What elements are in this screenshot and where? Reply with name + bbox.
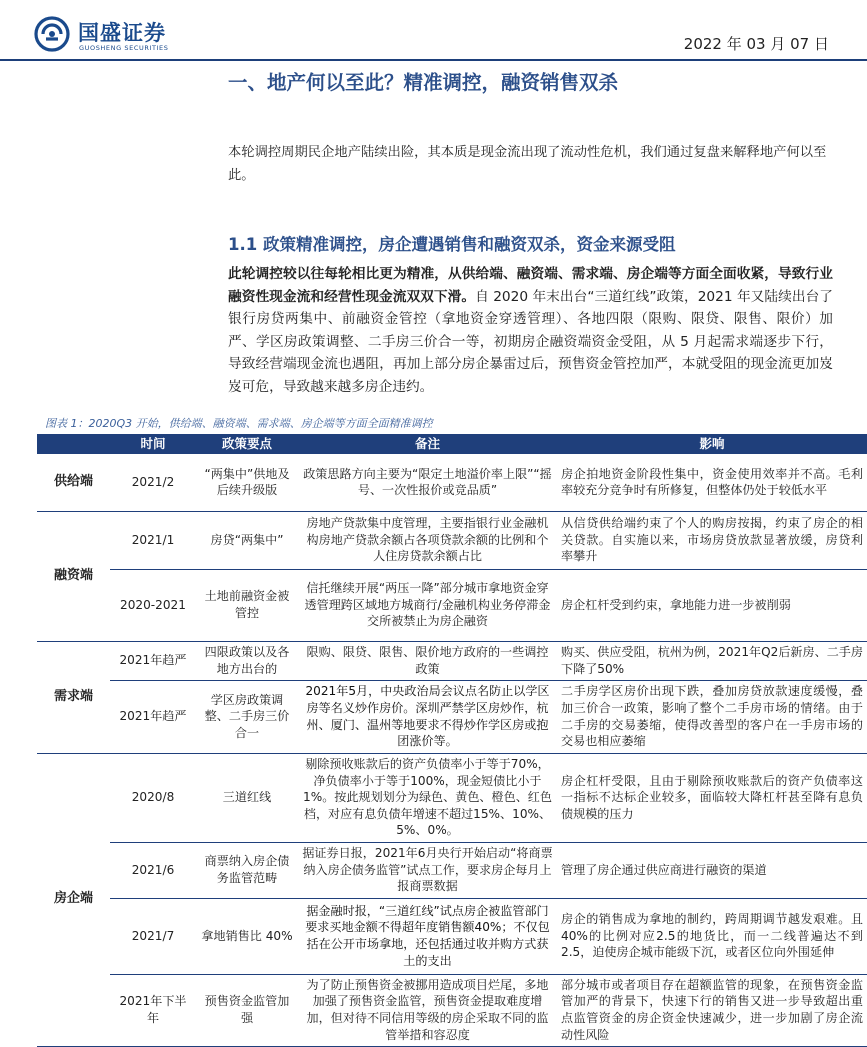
row-time: 2021/2	[110, 454, 196, 511]
row-note: 2021年5月，中央政治局会议点名防止以学区房等名义炒作房价。深圳严禁学区房炒作，杭州、厦门、温州等地要求不得炒作学区房或抱团涨价等。	[298, 680, 557, 753]
brand-name-en: GUOSHENG SECURITIES	[79, 44, 169, 52]
intro-paragraph: 本轮调控周期民企地产陆续出险，其本质是现金流出现了流动性危机，我们通过复盘来解释地产何以至此。	[228, 145, 827, 183]
row-policy: 拿地销售比 40%	[196, 898, 298, 974]
row-policy: 土地前融资金被管控	[196, 569, 298, 641]
category-finance: 融资端	[37, 511, 110, 641]
row-policy: 房贷“两集中”	[196, 511, 298, 569]
row-time: 2020-2021	[110, 569, 196, 641]
row-time: 2021/7	[110, 898, 196, 974]
table-row	[37, 898, 867, 974]
table-row	[37, 641, 867, 680]
header-category	[37, 434, 110, 454]
row-note: 房地产贷款集中度管理，主要指银行业金融机构房地产贷款余额占各项贷款余额的比例和个人住房贷款余额占比	[298, 511, 557, 569]
body-paragraph-rest: 自 2020 年末出台“三道红线”政策，2021 年又陆续出台了银行房贷两集中、前融资金管控（拿地资金穿透管理）、各地四限（限购、限贷、限售、限价）加严、学区房政策调整、二手房三价合一等，初期房企融资端资金受阻，从 5 月起需求端逐步下行，导致经营端现金流也遇阻，再加上部分房企暴雷过后，预售资金管控加严，本就受阻的现金流更加岌岌可危，导致越来越多房企违约。	[228, 288, 833, 395]
row-note: 据金融时报，“三道红线”试点房企被监管部门要求买地金额不得超年度销售额40%；不仅包括在公开市场拿地，还包括通过收并购方式获土的支出	[298, 898, 557, 974]
subsection-title: 1.1 政策精准调控，房企遭遇销售和融资双杀，资金来源受阻	[228, 235, 676, 254]
row-impact: 管理了房企通过供应商进行融资的渠道	[557, 842, 867, 898]
table-header-row	[37, 434, 867, 454]
header-policy: 政策要点	[196, 434, 298, 454]
row-policy: 四限政策以及各地方出台的	[196, 641, 298, 680]
row-impact: 房企杠杆受限，且由于剔除预收账款后的资产负债率这一指标不达标企业较多，面临较大降杠杆甚至降有息负债规模的压力	[557, 753, 867, 842]
row-impact: 房企的销售成为拿地的制约，跨周期调节越发艰难。且40%的比例对应2.5的地货比，而一二线普遍达不到2.5，迫使房企城市能级下沉，或者区位向外围延伸	[557, 898, 867, 974]
table-row	[37, 842, 867, 898]
policy-table	[37, 434, 867, 1047]
row-policy: 学区房政策调整、二手房三价合一	[196, 680, 298, 753]
row-impact: 二手房学区房价出现下跌，叠加房贷放款速度缓慢，叠加三价合一政策，影响了整个二手房市场的情绪。由于二手房的交易萎缩，使得改善型的客户在一手房市场的交易也相应萎缩	[557, 680, 867, 753]
row-policy: 商票纳入房企债务监管范畴	[196, 842, 298, 898]
body-paragraph	[228, 263, 833, 399]
row-time: 2020/8	[110, 753, 196, 842]
row-time: 2021/1	[110, 511, 196, 569]
section-title: 一、地产何以至此？精准调控，融资销售双杀	[228, 71, 619, 94]
table-row	[37, 569, 867, 641]
row-impact: 房企杠杆受到约束，拿地能力进一步被削弱	[557, 569, 867, 641]
row-time: 2021年下半年	[110, 974, 196, 1046]
row-time: 2021/6	[110, 842, 196, 898]
row-note: 据证券日报，2021年6月央行开始启动“将商票纳入房企债务监管”试点工作，要求房企每月上报商票数据	[298, 842, 557, 898]
row-time: 2021年趋严	[110, 641, 196, 680]
table-row	[37, 974, 867, 1046]
header-impact: 影响	[557, 434, 867, 454]
row-note: 为了防止预售资金被挪用造成项目烂尾，多地加强了预售资金监管，预售资金提取难度增加，但对待不同信用等级的房企采取不同的监管举措和容忍度	[298, 974, 557, 1046]
category-supply: 供给端	[37, 454, 110, 511]
row-policy: 预售资金监管加强	[196, 974, 298, 1046]
category-developer: 房企端	[37, 753, 110, 1046]
row-note: 政策思路方向主要为“限定土地溢价率上限”“摇号、一次性报价或竞品质”	[298, 454, 557, 511]
page-header	[0, 0, 867, 64]
row-time: 2021年趋严	[110, 680, 196, 753]
row-note: 剔除预收账款后的资产负债率小于等于70%，净负债率小于等于100%，现金短债比小于1%。按此规划划分为绿色、黄色、橙色、红色档，对应有息负债年增速不超过15%、10%、5%、0%。	[298, 753, 557, 842]
report-date: 2022 年 03 月 07 日	[683, 35, 829, 53]
header-divider	[0, 59, 867, 61]
row-impact: 部分城市或者项目存在超额监管的现象，在预售资金监管加严的背景下，快速下行的销售又进一步导致超出重点监管资金的房企资金快速减少，进一步加剧了房企流动性风险	[557, 974, 867, 1046]
figure-caption: 图表 1：2020Q3 开始，供给端、融资端、需求端、房企端等方面全面精准调控	[45, 417, 433, 430]
row-impact: 从信贷供给端约束了个人的购房按揭，约束了房企的相关贷款。自实施以来，市场房贷放款显著放缓，房贷利率攀升	[557, 511, 867, 569]
row-impact: 房企拍地资金阶段性集中，资金使用效率并不高。毛利率较充分竞争时有所修复，但整体仍处于较低水平	[557, 454, 867, 511]
row-note: 信托继续开展“两压一降”部分城市拿地资金穿透管理跨区域地方城商行/金融机构业务停滞金交所被禁止为房企融资	[298, 569, 557, 641]
header-note: 备注	[298, 434, 557, 454]
table-row	[37, 454, 867, 511]
row-policy: “两集中”供地及后续升级版	[196, 454, 298, 511]
row-impact: 购买、供应受阻，杭州为例，2021年Q2后新房、二手房下降了50%	[557, 641, 867, 680]
table-row	[37, 680, 867, 753]
row-note: 限购、限贷、限售、限价地方政府的一些调控政策	[298, 641, 557, 680]
table-row	[37, 753, 867, 842]
body-paragraph-bold: 此轮调控较以往每轮相比更为精准，从供给端、融资端、需求端、房企端等方面全面收紧，导致行业融资性现金流和经营性现金流双双下滑。	[228, 266, 833, 305]
guosheng-logo-icon	[34, 16, 70, 52]
row-policy: 三道红线	[196, 753, 298, 842]
header-time: 时间	[110, 434, 196, 454]
brand-name: 国盛证券	[78, 21, 166, 45]
category-demand: 需求端	[37, 641, 110, 753]
table-row	[37, 511, 867, 569]
